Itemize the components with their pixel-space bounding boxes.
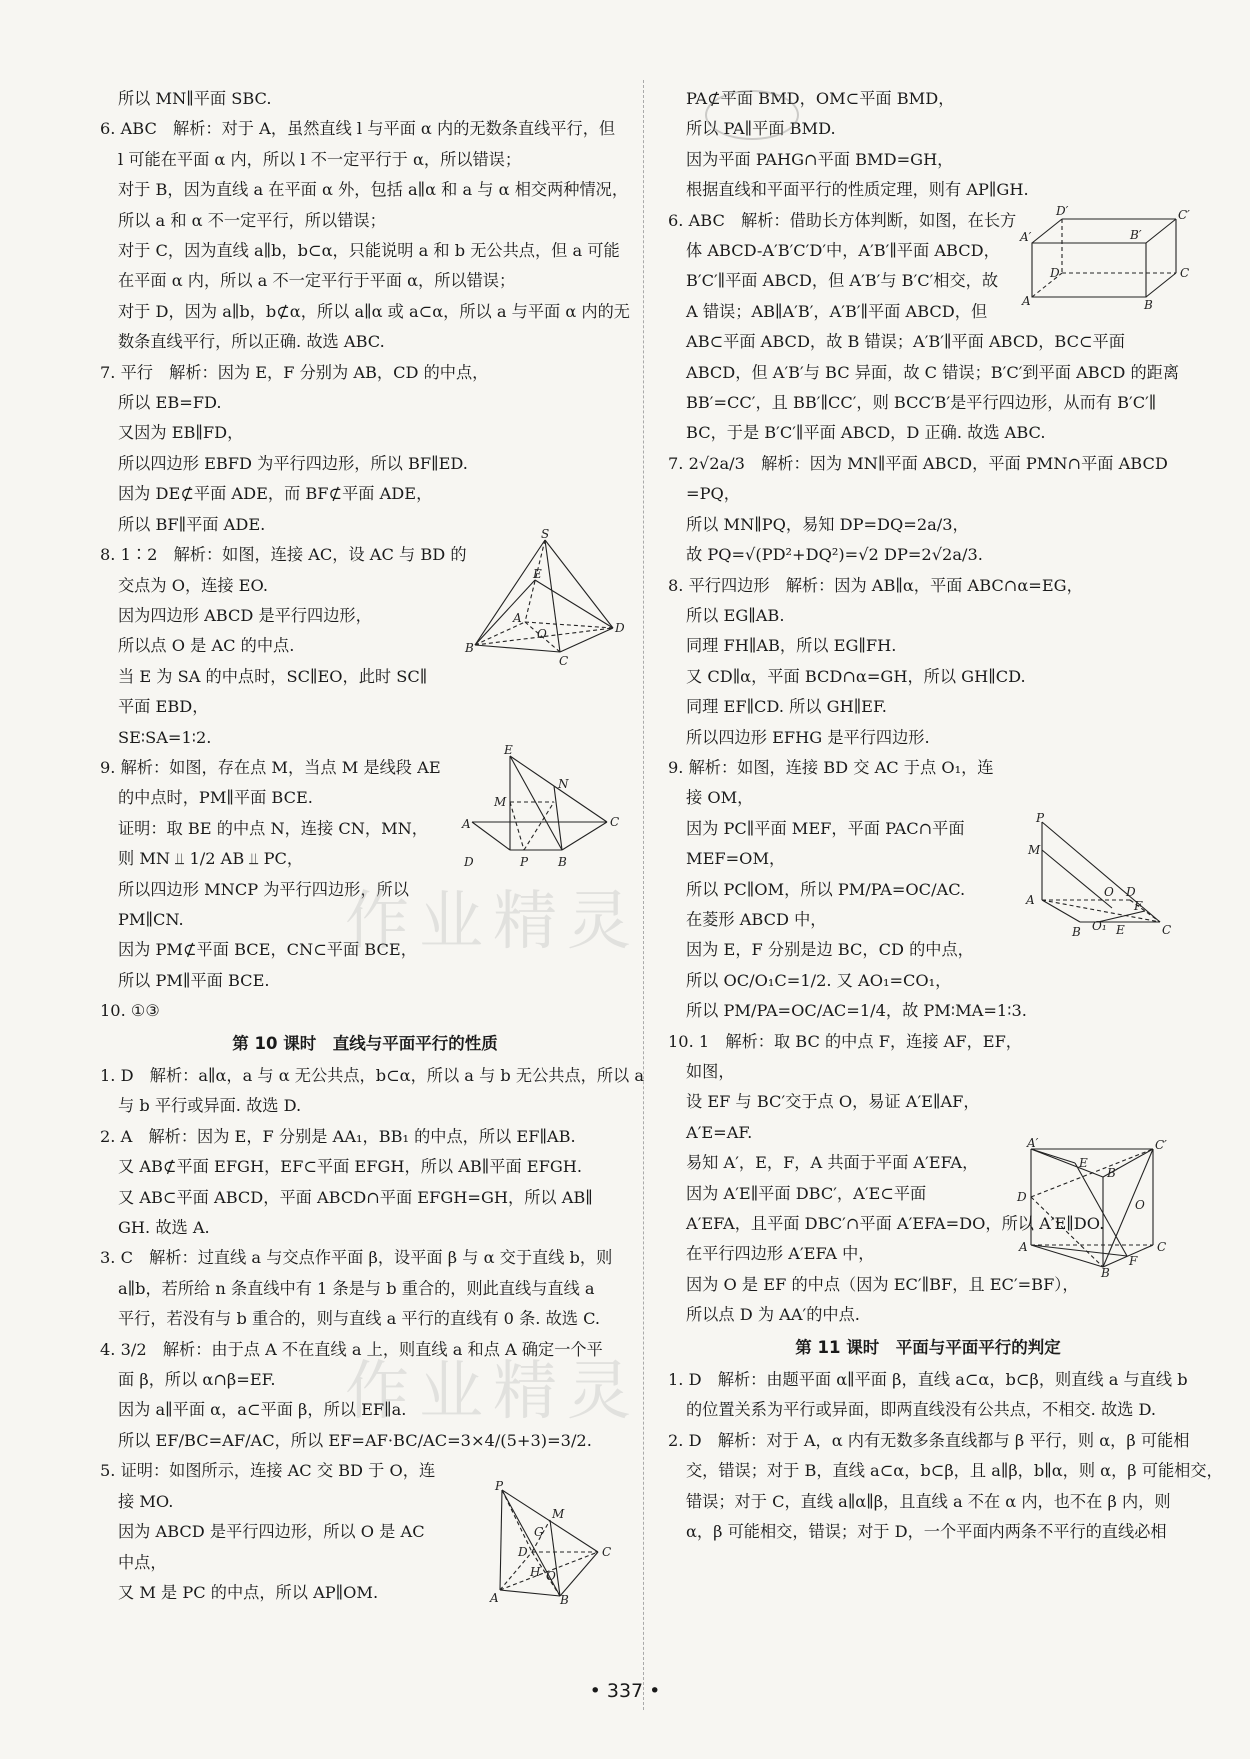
text-line: 所以 MN∥PQ，易知 DP=DQ=2a/3，: [686, 514, 969, 534]
text-line: 所以 a 和 α 不一定平行，所以错误；: [118, 210, 386, 230]
text-line: AB⊂平面 ABCD，故 B 错误；A′B′∥平面 ABCD，BC⊂平面: [686, 332, 1125, 352]
text-line: 证明：取 BE 的中点 N，连接 CN，MN，: [118, 818, 428, 838]
text-line: PA⊄平面 BMD，OM⊂平面 BMD，: [686, 89, 955, 108]
text-line: 对于 C，因为直线 a∥b，b⊂α，只能说明 a 和 b 无公共点，但 a 可能: [118, 241, 620, 261]
pyramid-p-figure-9: [1020, 812, 1170, 937]
watermark-1: 作业精灵: [345, 885, 641, 959]
text-line: 所以四边形 EFHG 是平行四边形.: [686, 727, 930, 747]
label-c: C: [1157, 1240, 1167, 1254]
text-line: 接 OM，: [686, 788, 754, 808]
text-line: 所以点 O 是 AC 的中点.: [118, 636, 295, 656]
text-line: 10. 1 解析：取 BC 的中点 F，连接 AF，EF，: [668, 1031, 1022, 1051]
label-c: C: [602, 1545, 612, 1559]
text-line: 设 EF 与 BC′交于点 O，易证 A′E∥AF，: [686, 1092, 980, 1112]
text-line: 因为 PM⊄平面 BCE，CN⊂平面 BCE，: [118, 940, 417, 960]
label-d: D: [1126, 885, 1136, 899]
label-c: C: [610, 815, 620, 829]
text-line: 所以 PM∥平面 BCE.: [118, 970, 270, 990]
label-b: B: [465, 641, 474, 655]
text-line: 因为 a∥平面 α，a⊂平面 β，所以 EF∥a.: [118, 1400, 407, 1420]
page-number: • 337 •: [589, 1680, 661, 1702]
label-b: B: [1101, 1266, 1110, 1280]
label-o: O: [537, 627, 547, 641]
text-line: ABCD，但 A′B′与 BC 异面，故 C 错误；B′C′到平面 ABCD 的距离: [686, 362, 1180, 382]
text-line: 同理 EF∥CD. 所以 GH∥EF.: [686, 697, 887, 717]
text-line: 交点为 O，连接 EO.: [118, 575, 268, 595]
label-a: A: [490, 1591, 499, 1605]
label-c: C: [1180, 266, 1190, 280]
text-line: 8. 1∶2 解析：如图，连接 AC，设 AC 与 BD 的: [100, 545, 467, 565]
text-line: 又 M 是 PC 的中点，所以 AP∥OM.: [118, 1582, 379, 1602]
text-line: 10. ①③: [100, 1001, 160, 1021]
label-e: E: [504, 743, 513, 757]
label-f: F: [1129, 1254, 1138, 1268]
prism-figure-9: [462, 742, 622, 872]
text-line: 因为 E，F 分别是边 BC，CD 的中点，: [686, 940, 974, 960]
text-line: 数条直线平行，所以正确. 故选 ABC.: [118, 332, 385, 352]
text-line: 当 E 为 SA 的中点时，SC∥EO，此时 SC∥: [118, 666, 428, 686]
text-line: 所以 PA∥平面 BMD.: [686, 119, 836, 139]
text-line: 易知 A′，E，F，A 共面于平面 A′EFA，: [686, 1153, 979, 1173]
text-line: 平面 EBD，: [118, 697, 209, 717]
text-line: 所以 EG∥AB.: [686, 605, 785, 625]
text-line: 6. ABC 解析：借助长方体判断，如图，在长方: [668, 210, 1017, 230]
label-a1: A′: [1020, 230, 1032, 244]
label-e: E: [533, 567, 542, 581]
text-line: 对于 B，因为直线 a 在平面 α 外，包括 a∥α 和 a 与 α 相交两种情况，: [118, 180, 629, 200]
label-c: C: [1162, 923, 1172, 937]
text-line: 2. A 解析：因为 E，F 分别是 AA₁，BB₁ 的中点，所以 EF∥AB.: [100, 1126, 576, 1146]
text-line: B′C′∥平面 ABCD，但 A′B′与 B′C′相交，故: [686, 271, 999, 291]
label-b1: B′: [1107, 1166, 1119, 1180]
label-f: F: [1134, 899, 1143, 913]
text-line: 7. 平行 解析：因为 E，F 分别为 AB，CD 的中点，: [100, 362, 489, 382]
text-line: 中点，: [118, 1552, 167, 1572]
text-line: 在菱形 ABCD 中，: [686, 909, 827, 929]
label-a: A: [462, 817, 471, 831]
text-line: l 可能在平面 α 内，所以 l 不一定平行于 α，所以错误；: [118, 149, 522, 169]
text-line: 5. 证明：如图所示，连接 AC 交 BD 于 O，连: [100, 1461, 436, 1481]
label-m: M: [1028, 843, 1041, 857]
label-d: D: [1017, 1190, 1027, 1204]
text-line: 又因为 EB∥FD，: [118, 423, 244, 443]
label-b: B: [1072, 925, 1081, 939]
text-line: BC，于是 B′C′∥平面 ABCD，D 正确. 故选 ABC.: [686, 423, 1046, 443]
text-line: 所以四边形 MNCP 为平行四边形，所以: [118, 879, 409, 899]
text-line: 在平行四边形 A′EFA 中，: [686, 1244, 875, 1264]
text-line: A′E=AF.: [686, 1122, 753, 1142]
text-line: 又 CD∥α，平面 BCD∩α=GH，所以 GH∥CD.: [686, 666, 1026, 686]
text-line: 所以 BF∥平面 ADE.: [118, 514, 266, 534]
section-heading-11: 第 11 课时 平面与平面平行的判定: [795, 1337, 1061, 1357]
label-b: B: [560, 1593, 569, 1607]
text-line: 根据直线和平面平行的性质定理，则有 AP∥GH.: [686, 180, 1029, 200]
label-a: A: [1022, 294, 1031, 308]
stamp-mark: [705, 90, 799, 140]
watermark-2: 作业精灵: [345, 1355, 641, 1429]
label-h: H: [530, 1565, 541, 1579]
text-line: 交，错误；对于 B，直线 a⊂α，b⊂β，且 a∥β，b∥α，则 α，β 可能相交，: [686, 1461, 1223, 1481]
text-line: A 错误；AB∥A′B′，A′B′∥平面 ABCD，但: [686, 301, 988, 321]
text-line: 3. C 解析：过直线 a 与交点作平面 β，设平面 β 与 α 交于直线 b，则: [100, 1248, 613, 1268]
label-e: E: [1116, 923, 1125, 937]
text-line: 6. ABC 解析：对于 A，虽然直线 l 与平面 α 内的无数条直线平行，但: [100, 119, 616, 139]
label-a: A: [1019, 1240, 1028, 1254]
text-line: 因为 DE⊄平面 ADE，而 BF⊄平面 ADE，: [118, 484, 433, 504]
label-m: M: [552, 1507, 565, 1521]
pyramid-pabcd-figure: [490, 1480, 630, 1605]
text-line: PM∥CN.: [118, 909, 184, 929]
label-d: D: [464, 855, 474, 869]
label-b: B: [1144, 298, 1153, 312]
text-line: 所以 MN∥平面 SBC.: [118, 89, 272, 108]
text-line: 所以四边形 EBFD 为平行四边形，所以 BF∥ED.: [118, 453, 468, 473]
text-line: 7. 2√2a/3 解析：因为 MN∥平面 ABCD，平面 PMN∩平面 ABCD: [668, 453, 1168, 473]
label-o: O: [546, 1569, 556, 1583]
text-line: 故 PQ=√(PD²+DQ²)=√2 DP=2√2a/3.: [686, 545, 983, 565]
text-line: MEF=OM，: [686, 849, 786, 869]
label-p: P: [1036, 811, 1045, 825]
text-line: 则 MN ⫫ 1/2 AB ⫫ PC，: [118, 849, 304, 869]
text-line: =PQ，: [686, 484, 740, 504]
text-line: 所以 OC/O₁C=1/2. 又 AO₁=CO₁，: [686, 970, 952, 990]
label-d1: D′: [1056, 204, 1069, 218]
text-line: 4. 3/2 解析：由于点 A 不在直线 a 上，则直线 a 和点 A 确定一个平: [100, 1339, 603, 1359]
text-line: 因为 PC∥平面 MEF，平面 PAC∩平面: [686, 818, 965, 838]
text-line: 同理 FH∥AB，所以 EG∥FH.: [686, 636, 897, 656]
text-line: 1. D 解析：a∥α，a 与 α 无公共点，b⊂α，所以 a 与 b 无公共点，所以 a: [100, 1066, 645, 1085]
text-line: 1. D 解析：由题平面 α∥平面 β，直线 a⊂α，b⊂β，则直线 a 与直线 b: [668, 1370, 1188, 1390]
text-line: 错误；对于 C，直线 a∥α∥β，且直线 a 不在 α 内，也不在 β 内，则: [686, 1491, 1171, 1511]
text-line: 体 ABCD-A′B′C′D′中，A′B′∥平面 ABCD，: [686, 241, 1000, 261]
text-line: 所以 EF/BC=AF/AC，所以 EF=AF·BC/AC=3×4/(5+3)=3/2.: [118, 1430, 592, 1450]
label-e: E: [1079, 1156, 1088, 1170]
text-line: GH. 故选 A.: [118, 1218, 210, 1238]
label-d: D: [615, 621, 625, 635]
text-line: SE∶SA=1∶2.: [118, 727, 212, 747]
label-p: P: [520, 855, 529, 869]
cuboid-figure: [1020, 205, 1195, 310]
label-o1: O₁: [1092, 919, 1107, 933]
text-line: 平行，若没有与 b 重合的，则与直线 a 平行的直线有 0 条. 故选 C.: [118, 1309, 601, 1329]
pyramid-sabcd-figure: [465, 527, 625, 668]
text-line: 与 b 平行或异面. 故选 D.: [118, 1096, 302, 1116]
text-line: α，β 可能相交，错误；对于 D，一个平面内两条不平行的直线必相: [686, 1522, 1167, 1542]
text-line: a∥b，若所给 n 条直线中有 1 条是与 b 重合的，则此直线与直线 a: [118, 1278, 595, 1298]
text-line: 因为平面 PAHG∩平面 BMD=GH，: [686, 149, 954, 169]
text-line: 面 β，所以 α∩β=EF.: [118, 1370, 276, 1390]
label-o: O: [1135, 1198, 1145, 1212]
section-heading-10: 第 10 课时 直线与平面平行的性质: [232, 1033, 498, 1053]
text-line: 如图，: [686, 1062, 735, 1081]
label-a1: A′: [1027, 1136, 1039, 1150]
text-line: 因为 O 是 EF 的中点（因为 EC′∥BF，且 EC′=BF），: [686, 1274, 1079, 1294]
label-b1: B′: [1130, 228, 1142, 242]
column-divider: [643, 80, 644, 1710]
label-p: P: [495, 1479, 504, 1493]
text-line: 8. 平行四边形 解析：因为 AB∥α，平面 ABC∩α=EG，: [668, 575, 1083, 595]
label-d: D: [518, 1545, 528, 1559]
text-line: 2. D 解析：对于 A，α 内有无数多条直线都与 β 平行，则 α，β 可能相: [668, 1430, 1190, 1450]
text-line: 因为 ABCD 是平行四边形，所以 O 是 AC: [118, 1522, 425, 1542]
text-line: BB′=CC′，且 BB′∥CC′，则 BCC′B′是平行四边形，从而有 B′C′∥: [686, 393, 1157, 413]
text-line: 又 AB⊄平面 EFGH，EF⊂平面 EFGH，所以 AB∥平面 EFGH.: [118, 1157, 583, 1177]
label-o: O: [1104, 885, 1114, 899]
text-line: 因为四边形 ABCD 是平行四边形，: [118, 605, 372, 625]
label-c1: C′: [1178, 208, 1190, 222]
text-line: A′EFA，且平面 DBC′∩平面 A′EFA=DO，所以 A′E∥DO.: [686, 1214, 1105, 1234]
text-line: 的位置关系为平行或异面，即两直线没有公共点，不相交. 故选 D.: [686, 1400, 1157, 1420]
label-b: B: [558, 855, 567, 869]
text-line: 9. 解析：如图，存在点 M，当点 M 是线段 AE: [100, 757, 441, 777]
label-s: S: [541, 527, 550, 541]
label-a: A: [1026, 893, 1035, 907]
label-c1: C′: [1155, 1138, 1167, 1152]
text-line: 所以 PC∥OM，所以 PM/PA=OC/AC.: [686, 879, 966, 899]
label-g: G: [534, 1525, 544, 1539]
text-line: 9. 解析：如图，连接 BD 交 AC 于点 O₁，连: [668, 757, 994, 777]
text-line: 在平面 α 内，所以 a 不一定平行于平面 α，所以错误；: [118, 271, 516, 291]
text-line: 所以 PM/PA=OC/AC=1/4，故 PM∶MA=1∶3.: [686, 1001, 1027, 1021]
text-line: 所以 EB=FD.: [118, 393, 222, 413]
text-line: 又 AB⊂平面 ABCD，平面 ABCD∩平面 EFGH=GH，所以 AB∥: [118, 1187, 593, 1207]
label-m: M: [494, 795, 507, 809]
text-line: 对于 D，因为 a∥b，b⊄α，所以 a∥α 或 a⊂α，所以 a 与平面 α 内的无: [118, 301, 630, 321]
label-n: N: [558, 777, 569, 791]
text-line: 的中点时，PM∥平面 BCE.: [118, 788, 313, 808]
text-line: 所以点 D 为 AA′的中点.: [686, 1305, 860, 1325]
text-line: 因为 A′E∥平面 DBC′，A′E⊂平面: [686, 1183, 927, 1203]
text-line: 接 MO.: [118, 1491, 174, 1511]
label-d: D: [1050, 266, 1060, 280]
prism-abc-figure: [1015, 1136, 1185, 1280]
label-c: C: [559, 654, 569, 668]
label-a: A: [513, 611, 522, 625]
